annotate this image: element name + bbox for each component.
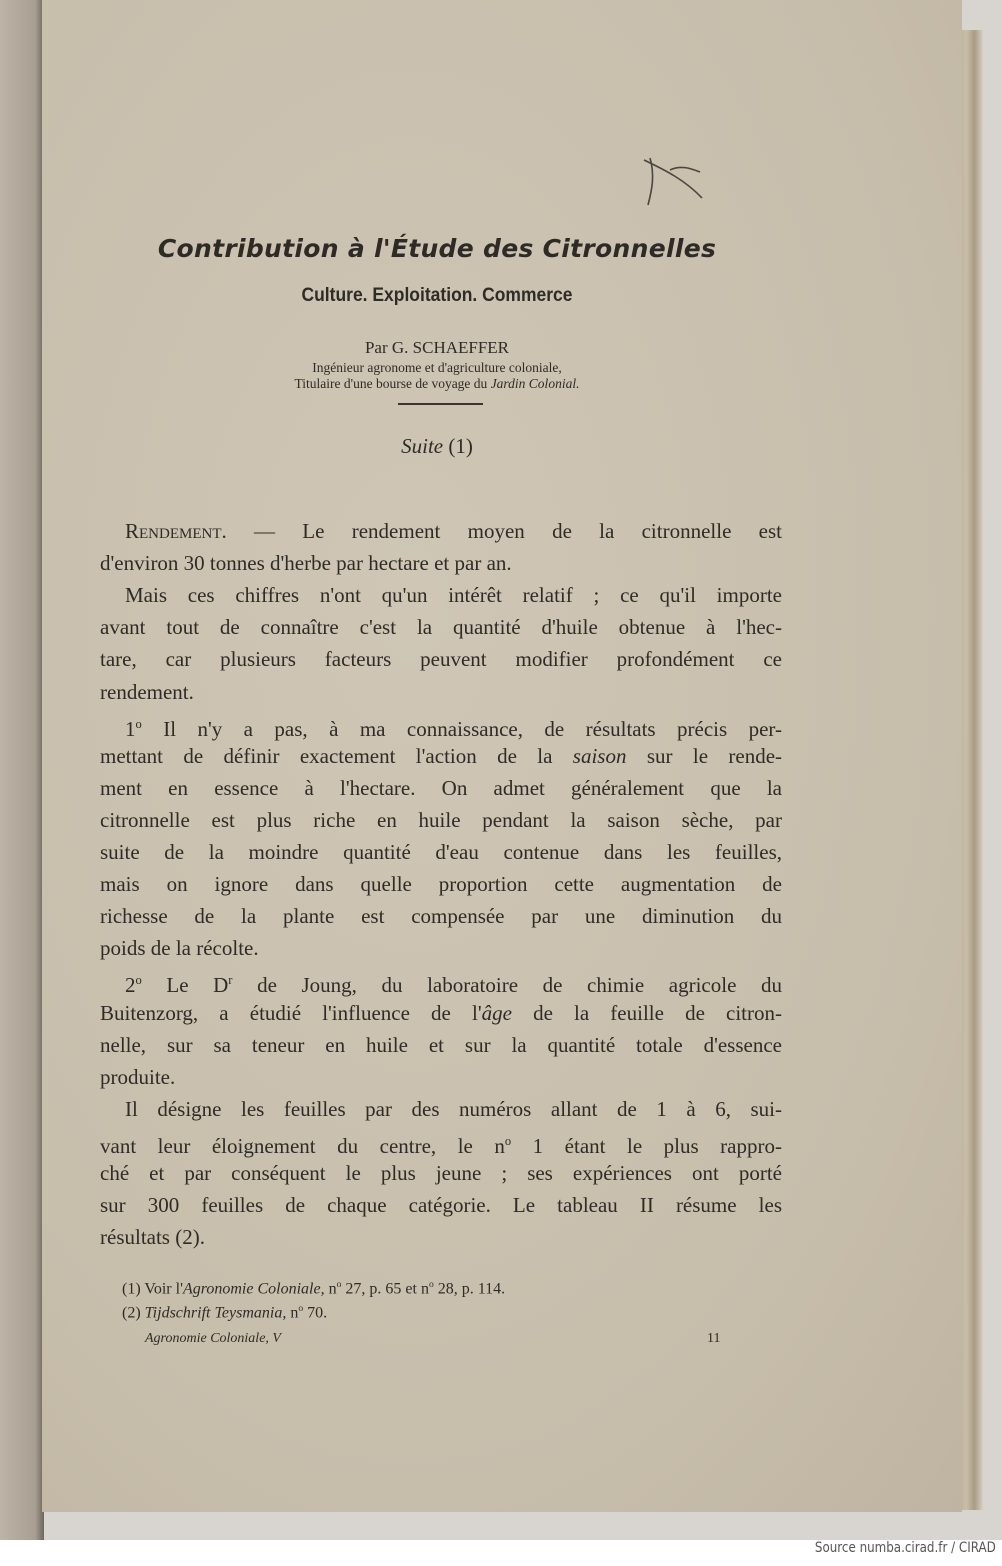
author-byline: Par G. SCHAEFFER [364, 338, 510, 357]
text-segment: richesse de la plante est compensée par une diminution du [100, 904, 782, 929]
suite-label: Suite [401, 434, 444, 458]
text-segment: 27, p. 65 et n [341, 1280, 429, 1298]
body-line [125, 712, 782, 741]
text-segment: o [135, 716, 142, 731]
text-segment: 70. [303, 1304, 328, 1322]
text-segment: avant tout de connaître c'est la quantité d'huile obtenue à l'hec- [100, 615, 782, 640]
body-line [100, 936, 782, 960]
text-segment: citronnelle est plus riche en huile pendant la saison sèche, par [100, 807, 782, 832]
text-segment: tare, car plusieurs facteurs peuvent modifier profondément ce [100, 647, 782, 672]
text-segment: (2) [122, 1304, 145, 1322]
body-line [100, 840, 782, 864]
article-subtitle: Culture. Exploitation. Commerce [301, 285, 573, 306]
text-segment: Tijdschrift Teysmania, [144, 1304, 287, 1322]
text-segment: poids de la récolte. [100, 936, 259, 961]
body-line [100, 615, 782, 639]
text-segment: 28, p. 114. [433, 1280, 506, 1298]
body-line [100, 776, 782, 800]
text-segment: 1 [125, 716, 136, 741]
text-segment: résultats (2). [100, 1225, 205, 1250]
body-line [100, 1065, 782, 1089]
text-segment: 2 [125, 973, 136, 998]
footnote-2 [122, 1303, 327, 1322]
body-line [100, 808, 782, 832]
body-line [100, 1193, 782, 1217]
text-segment: mettant de définir exactement l'action de la [100, 743, 573, 768]
text-segment: Mais ces chiffres n'ont qu'un intérêt relatif ; ce qu'il importe [125, 583, 782, 608]
suite-heading [100, 434, 774, 459]
text-segment: de Joung, du laboratoire de chimie agricole du [232, 973, 782, 998]
text-segment: n [286, 1304, 299, 1322]
text-segment: mais on ignore dans quelle proportion cette augmentation de [100, 872, 782, 897]
body-line [100, 1129, 782, 1158]
body-line [100, 904, 782, 928]
body-line [100, 1225, 782, 1249]
text-segment: rendement. [100, 679, 194, 704]
text-segment: o [428, 1279, 434, 1290]
body-line [125, 1097, 782, 1121]
text-segment: saison [572, 743, 627, 768]
text-segment: Le D [141, 973, 229, 998]
text-segment: — Le rendement moyen de la citronnelle est [226, 519, 782, 543]
text-segment: o [504, 1133, 512, 1148]
text-segment: ché et par conséquent le plus jeune ; ses expériences ont porté [100, 1161, 782, 1185]
body-line [100, 744, 782, 768]
text-segment: suite de la moindre quantité d'eau contenue dans les feuilles, [100, 840, 782, 864]
text-segment: 1 étant le plus rappro- [511, 1133, 782, 1158]
text-segment: âge [481, 1000, 512, 1025]
suite-footnote-ref: (1) [443, 434, 473, 458]
body-line [100, 1001, 782, 1025]
body-line [100, 1033, 782, 1057]
source-credit: Source numba.cirad.fr / CIRAD [815, 1540, 996, 1556]
text-segment: Il n'y a pas, à ma connaissance, de résultats précis per- [141, 716, 782, 741]
article-title: Contribution à l'Étude des Citronnelles [157, 234, 717, 263]
text-segment: nelle, sur sa teneur en huile et sur la quantité totale d'essence [100, 1032, 782, 1057]
text-segment: sur 300 feuilles de chaque catégorie. Le tableau II résume les [100, 1193, 782, 1218]
text-segment: Rendement. [125, 519, 227, 543]
body-line [100, 872, 782, 896]
running-footer: Agronomie Coloniale, V [145, 1331, 281, 1346]
body-line [125, 968, 782, 998]
text-segment: produite. [100, 1064, 176, 1089]
body-line [125, 519, 782, 543]
body-line [100, 647, 782, 671]
footnote-1 [122, 1279, 505, 1298]
text-segment: n [324, 1280, 337, 1298]
affiliation-italic: Jardin Colonial. [490, 376, 580, 391]
title-divider [398, 403, 483, 405]
text-segment: de la feuille de citron- [511, 1000, 782, 1025]
text-segment: o [336, 1279, 342, 1290]
text-segment: vant leur éloignement du centre, le n [100, 1133, 505, 1158]
facing-page-edge [0, 0, 44, 1540]
body-line [100, 551, 782, 575]
text-segment: o [298, 1303, 304, 1314]
affiliation-text: Titulaire d'une bourse de voyage du [294, 376, 491, 391]
pencil-x-mark [640, 150, 710, 210]
text-segment: (1) Voir l' [122, 1280, 183, 1298]
text-segment: sur le rende- [626, 743, 783, 768]
text-segment: Il désigne les feuilles par des numéros allant de 1 à 6, sui- [125, 1096, 782, 1121]
text-segment: d'environ 30 tonnes d'herbe par hectare et par an. [100, 551, 512, 576]
text-segment: ment en essence à l'hectare. On admet généralement que la [100, 775, 782, 800]
text-segment: Buitenzorg, a étudié l'influence de l' [100, 1000, 482, 1025]
page-number: 11 [707, 1331, 721, 1346]
body-line [100, 680, 782, 704]
body-line [100, 1161, 782, 1185]
body-line [125, 583, 782, 607]
text-segment: r [228, 973, 233, 988]
text-segment: Agronomie Coloniale, [182, 1280, 325, 1298]
text-segment: o [135, 973, 142, 988]
author-affiliation-2 [100, 376, 774, 392]
author-affiliation-1: Ingénieur agronome et d'agriculture coloniale, [312, 360, 562, 375]
